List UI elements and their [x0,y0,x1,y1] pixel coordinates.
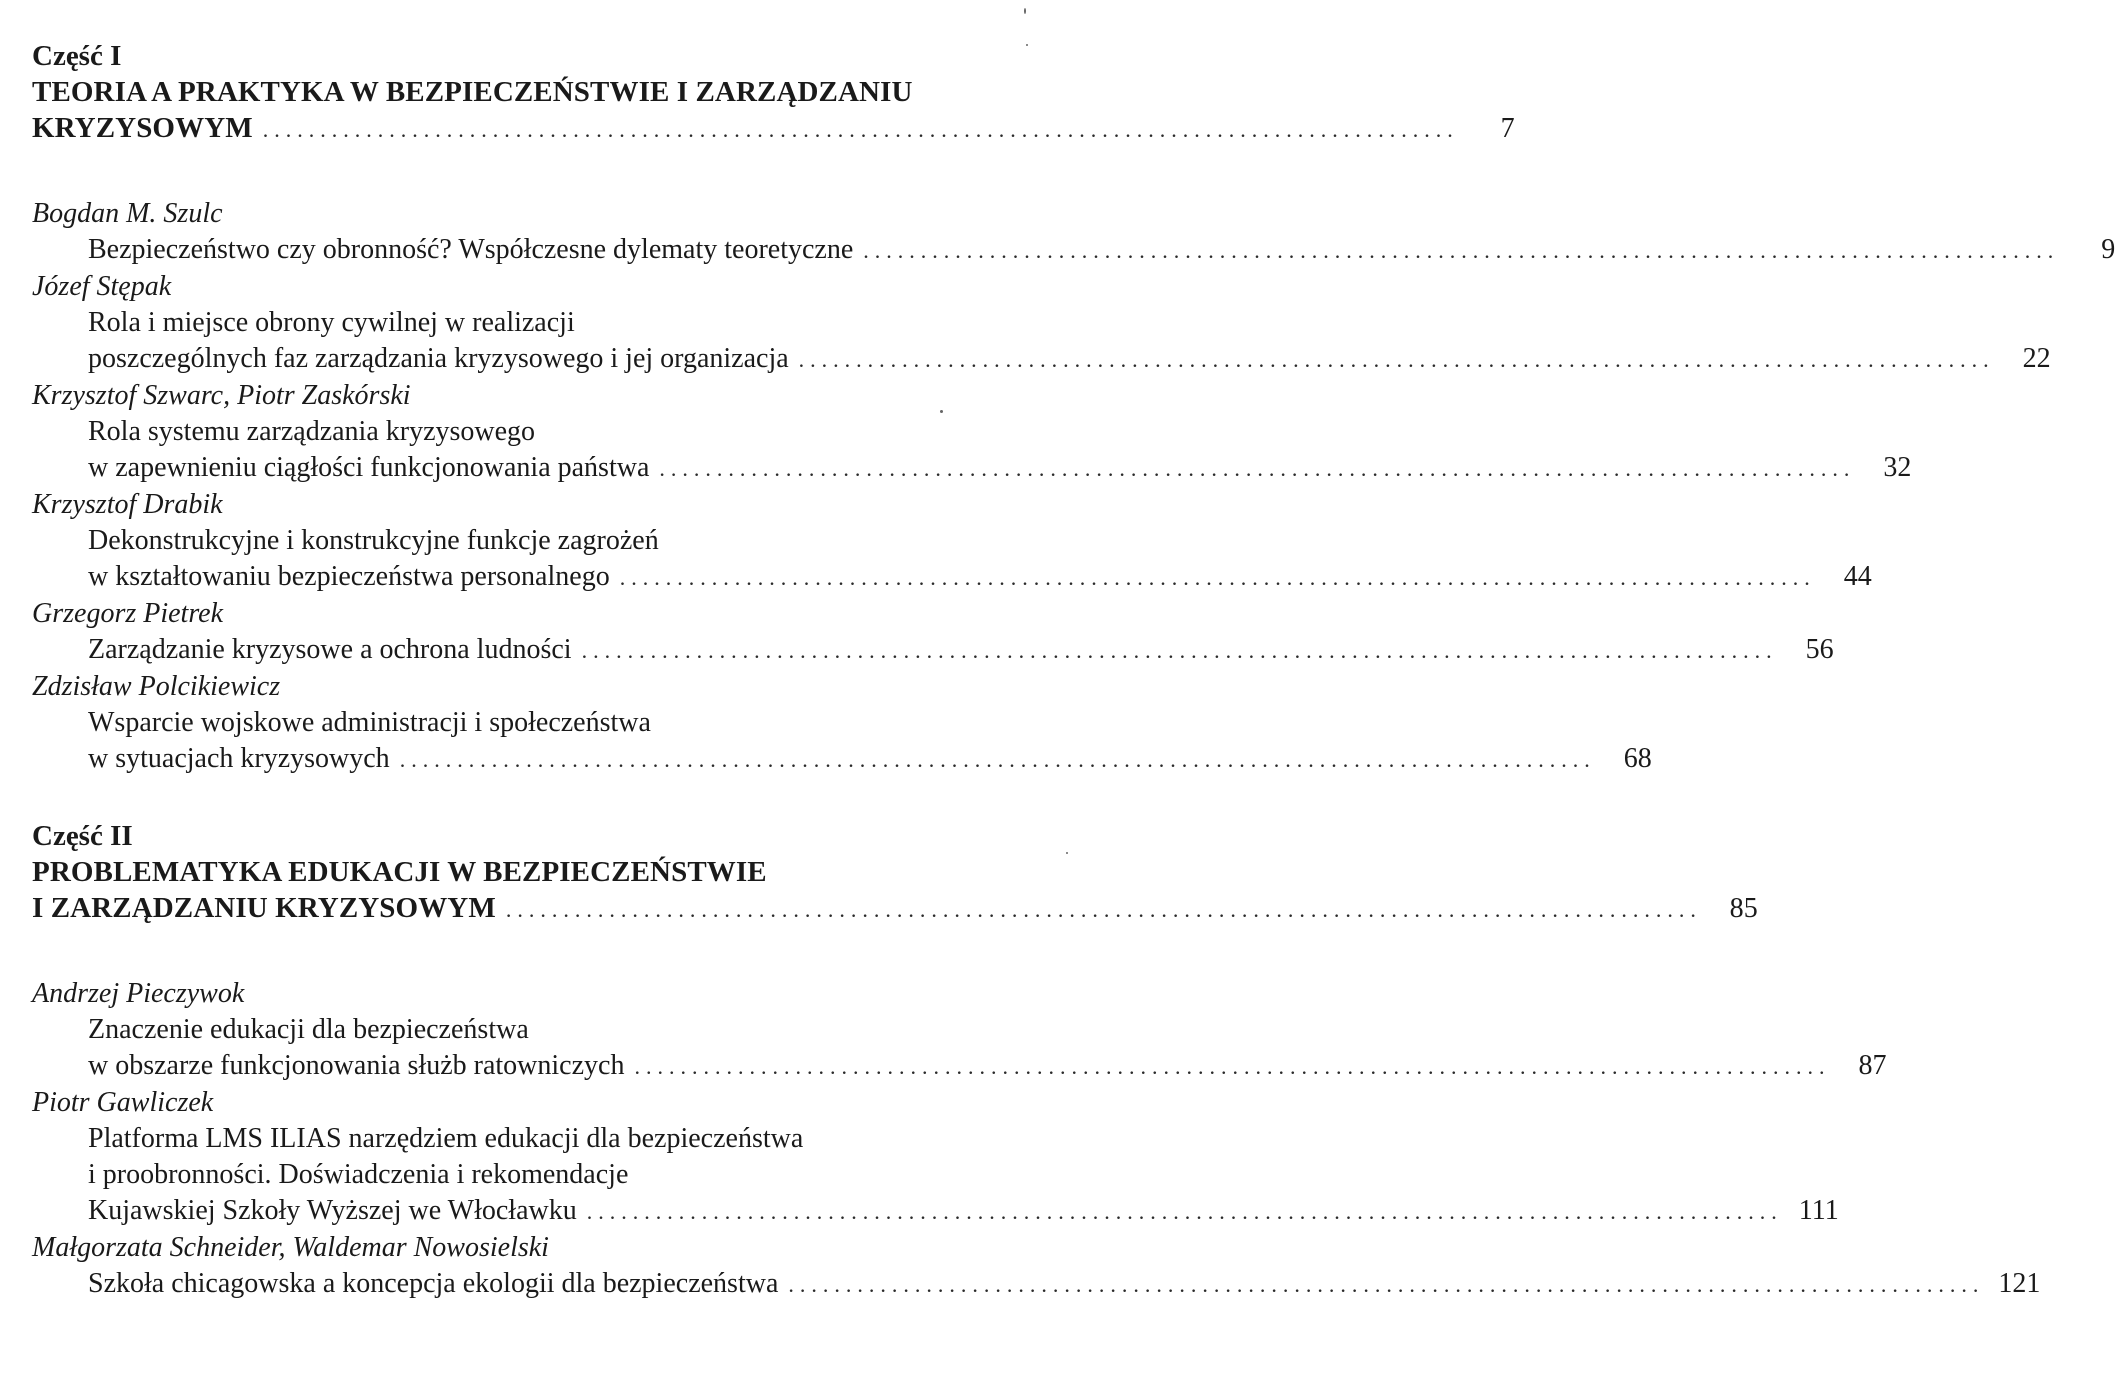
author-name: Małgorzata Schneider, Waldemar Nowosielski [32,1232,549,1263]
article-title-line: w obszarze funkcjonowania służb ratowniczych [88,1050,625,1081]
dot-leader: ........................................................................................................ [659,456,1856,481]
toc-entry [32,487,1872,596]
article-title-line: Rola systemu zarządzania kryzysowego [88,416,536,447]
dot-leader: ........................................................................................................ [505,897,1702,922]
dot-leader: ........................................................................................................ [619,565,1816,590]
author-name: Krzysztof Drabik [32,489,223,520]
dot-leader: ........................................................................................................ [399,747,1596,772]
dot-leader: ........................................................................................................ [262,117,1459,142]
toc-entry [32,196,2115,269]
page-number: 121 [1998,1268,2041,1299]
author-name: Grzegorz Pietrek [32,598,224,629]
part-section [32,38,2115,778]
page-number: 9 [2101,234,2115,265]
part-section [32,818,2041,1303]
article-title-last-line [32,632,1834,669]
dot-leader: ........................................................................................................ [634,1054,1831,1079]
article-title-line: w sytuacjach kryzysowych [88,743,390,774]
toc-entry [32,1085,1839,1230]
author-name: Piotr Gawliczek [32,1087,214,1118]
page-number: 68 [1623,743,1652,774]
article-title-last-line [32,232,2115,269]
dot-leader: ........................................................................................................ [581,638,1778,663]
article-title-line: Znaczenie edukacji dla bezpieczeństwa [88,1014,529,1045]
article-title-line: Zarządzanie kryzysowe a ochrona ludności [88,634,572,665]
page-number: 87 [1858,1050,1887,1081]
part-label: Część II [32,820,133,852]
part-title-last-line [32,890,1758,928]
part-title-line: PROBLEMATYKA EDUKACJI W BEZPIECZEŃSTWIE [32,856,767,888]
article-title-line: Szkoła chicagowska a koncepcja ekologii dla bezpieczeństwa [88,1268,779,1299]
part-label: Część I [32,40,122,72]
author-name: Zdzisław Polcikiewicz [32,671,281,702]
article-title-last-line [32,559,1872,596]
dot-leader: ........................................................................................................ [863,238,2060,263]
page-number: 7 [1500,113,1515,144]
article-title-last-line [32,1193,1839,1230]
article-title-line: poszczególnych faz zarządzania kryzysowego i jej organizacja [88,343,789,374]
toc-entry [32,596,1834,669]
part-title-last-line [32,110,1515,148]
page-number: 85 [1729,893,1758,924]
author-name: Józef Stępak [32,271,172,302]
toc-entry [32,669,1652,778]
article-title-last-line [32,1048,1887,1085]
scan-speck [1024,8,1026,14]
page-number: 22 [2022,343,2051,374]
author-name: Bogdan M. Szulc [32,198,223,229]
article-title-last-line [32,741,1652,778]
article-title-last-line [32,450,1912,487]
toc-entry [32,378,1912,487]
table-of-contents [32,38,2115,1303]
page-number: 111 [1798,1195,1839,1226]
article-title-last-line [32,341,2051,378]
article-title-line: Rola i miejsce obrony cywilnej w realizacji [88,307,575,338]
part-title-line: TEORIA A PRAKTYKA W BEZPIECZEŃSTWIE I ZARZĄDZANIU [32,76,913,108]
page-number: 56 [1805,634,1834,665]
dot-leader: ........................................................................................................ [798,347,1995,372]
article-title-line: w kształtowaniu bezpieczeństwa personalnego [88,561,610,592]
scan-speck [940,410,943,413]
page-number: 32 [1883,452,1912,483]
author-name: Krzysztof Szwarc, Piotr Zaskórski [32,380,411,411]
toc-entry [32,976,1887,1085]
article-title-line: Kujawskiej Szkoły Wyższej we Włocławku [88,1195,577,1226]
article-title-line: Dekonstrukcyjne i konstrukcyjne funkcje zagrożeń [88,525,659,556]
author-name: Andrzej Pieczywok [32,978,245,1009]
part-title-line: I ZARZĄDZANIU KRYZYSOWYM [32,892,496,924]
article-title-line: w zapewnieniu ciągłości funkcjonowania państwa [88,452,650,483]
part-title-line: KRYZYSOWYM [32,112,253,144]
page-number: 44 [1843,561,1872,592]
article-title-line: Wsparcie wojskowe administracji i społeczeństwa [88,707,651,738]
article-title-line: i proobronności. Doświadczenia i rekomendacje [88,1159,629,1190]
dot-leader: ........................................................................................................ [586,1199,1783,1224]
dot-leader: ........................................................................................................ [788,1272,1985,1297]
article-title-last-line [32,1266,2041,1303]
toc-entry [32,269,2051,378]
scan-speck [1026,44,1028,46]
scan-speck [1066,852,1068,854]
article-title-line: Platforma LMS ILIAS narzędziem edukacji dla bezpieczeństwa [88,1123,804,1154]
article-title-line: Bezpieczeństwo czy obronność? Współczesne dylematy teoretyczne [88,234,854,265]
toc-entry [32,1230,2041,1303]
